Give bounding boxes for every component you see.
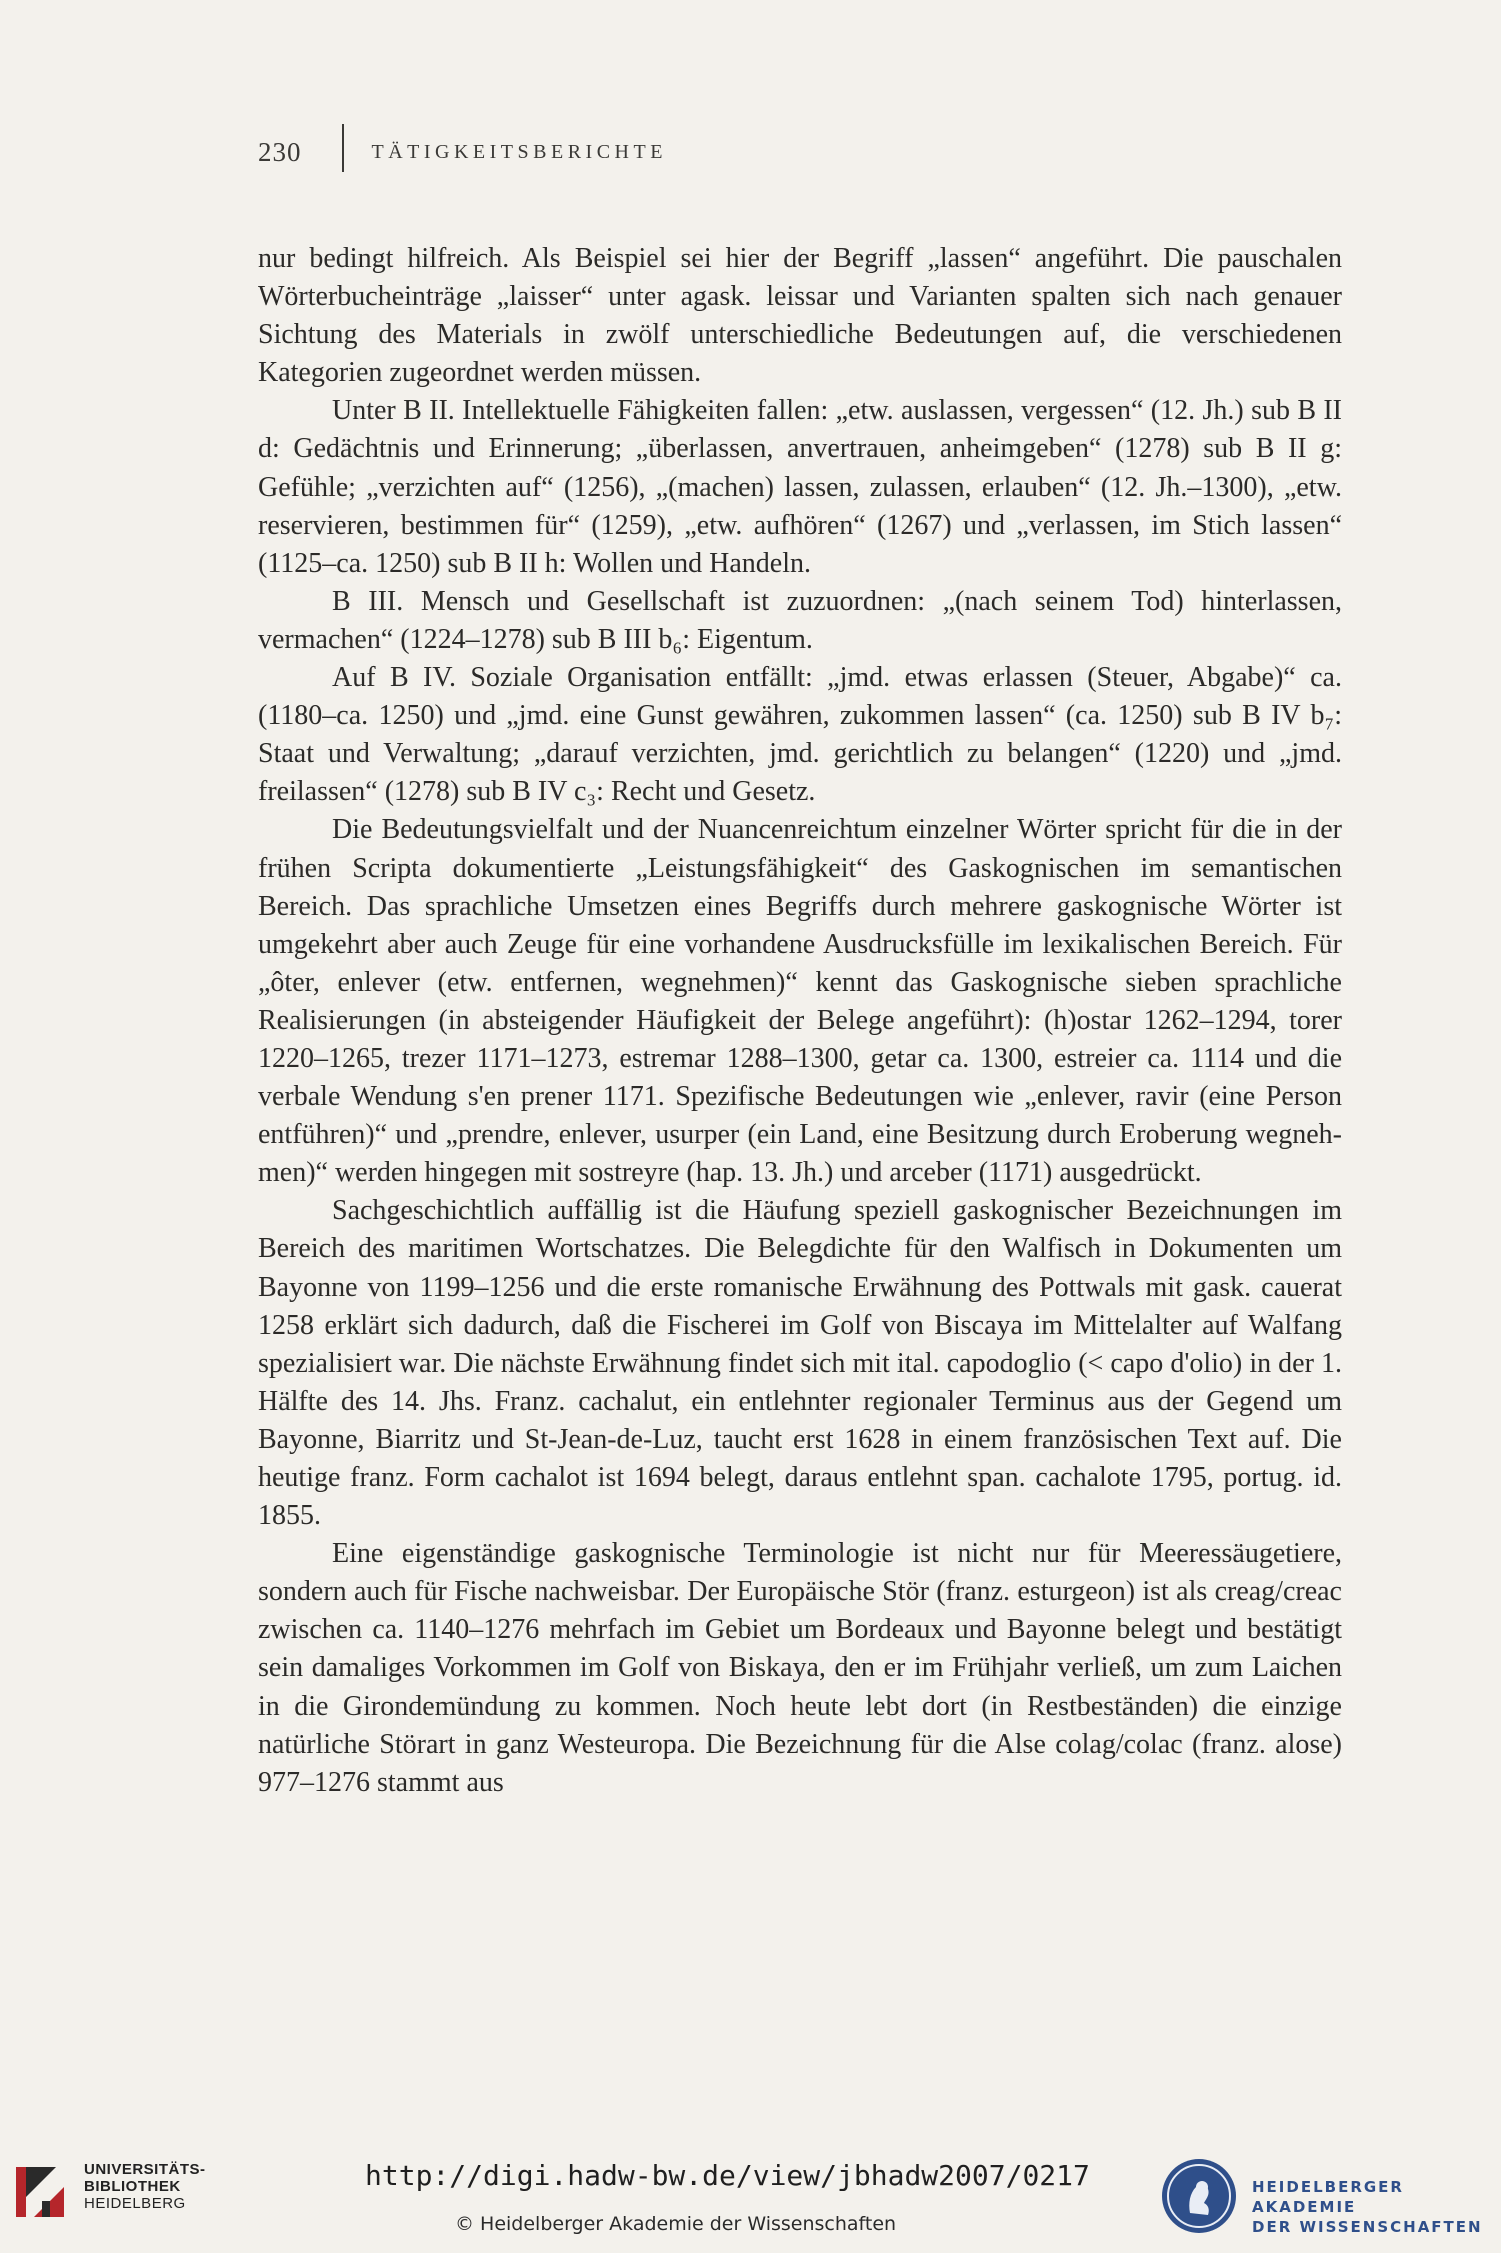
running-head: TÄTIGKEITSBERICHTE bbox=[371, 140, 667, 163]
library-logo-line: HEIDELBERG bbox=[84, 2195, 186, 2212]
page-header bbox=[258, 128, 667, 176]
library-logo-line: BIBLIOTHEK bbox=[84, 2178, 181, 2195]
library-logo-icon bbox=[12, 2161, 76, 2223]
copyright-notice: © Heidelberger Akademie der Wissenschaften bbox=[455, 2213, 897, 2235]
digitization-footer bbox=[0, 2137, 1501, 2253]
academy-name-line: DER WISSENSCHAFTEN bbox=[1252, 2218, 1483, 2236]
header-divider bbox=[342, 124, 344, 172]
library-logo-line: UNIVERSITÄTS- bbox=[84, 2161, 206, 2178]
paragraph: Unter B II. Intellektuelle Fähigkeiten fallen: „etw. auslassen, vergessen“ (12. Jh.) sub B II d: Gedächtnis und Erinnerung; „überlassen, anvertrauen, anheimgeben“ (1278) sub B II g: Gefühle; „verzichten auf“ (1256), „(machen) lassen, zulassen, erlauben“ (12. Jh.–1300), „etw. reservieren, bestimmen für“ (1259), „etw. aufhören“ (1267) und „verlassen, im Stich lassen“ (1125–ca. 1250) sub B II h: Wollen und Handeln. bbox=[258, 395, 1342, 579]
academy-name-line: HEIDELBERGER AKADEMIE bbox=[1252, 2178, 1404, 2216]
academy-seal-icon bbox=[1160, 2157, 1238, 2235]
academy-name bbox=[1252, 2177, 1501, 2237]
library-logo bbox=[12, 2161, 206, 2223]
paragraph: nur bedingt hilfreich. Als Beispiel sei hier der Begriff „lassen“ angeführt. Die pauschalen Wörterbucheinträge „laisser“ unter agask. leissar und Varianten spalten sich nach genauer Sichtung des Materials in zwölf unterschiedliche Bedeutungen auf, die verschiedenen Kategorien zugeordnet werden müssen. bbox=[258, 243, 1342, 389]
permalink-url[interactable]: http://digi.hadw-bw.de/view/jbhadw2007/0217 bbox=[365, 2159, 1090, 2192]
paragraph: Auf B IV. Soziale Organisation entfällt: „jmd. etwas erlassen (Steuer, Abgabe)“ ca. (1180–ca. 1250) und „jmd. eine Gunst gewähren, zukommen lassen“ (ca. 1250) sub B IV b₇: Staat und Verwaltung; „darauf verzichten, jmd. gerichtlich zu belangen“ (1220) und „jmd. freilassen“ (1278) sub B IV c₃: Recht und Gesetz. bbox=[258, 662, 1342, 808]
paragraph: Sachgeschichtlich auffällig ist die Häufung speziell gaskognischer Bezeichnungen im Bereich des maritimen Wortschatzes. Die Belegdichte für den Walfisch in Dokumenten um Bayonne von 1199–1256 und die erste romanische Erwähnung des Pottwals mit gask. cauerat 1258 erklärt sich dadurch, daß die Fischerei im Golf von Biscaya im Mittelalter auf Walfang spezialisiert war. Die nächste Erwähnung findet sich mit ital. capodoglio (< capo d'olio) in der 1. Hälfte des 14. Jhs. Franz. cachalut, ein entlehnter regionaler Terminus aus der Gegend um Bayonne, Biarritz und St-Jean-de-Luz, taucht erst 1628 in einem französischen Text auf. Die heutige franz. Form cachalot ist 1694 belegt, daraus entlehnt span. cachalote 1795, portug. id. 1855. bbox=[258, 1195, 1342, 1532]
page-number: 230 bbox=[258, 136, 302, 167]
paragraph: B III. Mensch und Gesellschaft ist zuzuordnen: „(nach seinem Tod) hinterlassen, vermachen“ (1224–1278) sub B III b₆: Eigentum. bbox=[258, 585, 1342, 655]
body-text bbox=[258, 240, 1342, 1802]
paragraph: Eine eigenständige gaskognische Terminologie ist nicht nur für Meeressäugetiere, sondern auch für Fische nachweisbar. Der Europäische Stör (franz. esturgeon) ist als creag/creac zwischen ca. 1140–1276 mehrfach im Gebiet um Bordeaux und Bayonne belegt und bestätigt sein damaliges Vorkommen im Golf von Biskaya, den er im Frühjahr verließ, um zum Laichen in die Girondemündung zu kommen. Noch heute lebt dort (in Restbeständen) die einzige natürliche Störart in ganz Westeuropa. Die Bezeichnung für die Alse colag/colac (franz. alose) 977–1276 stammt aus bbox=[258, 1538, 1342, 1798]
paragraph: Die Bedeutungsvielfalt und der Nuancenreichtum einzelner Wörter spricht für die in der frühen Scripta dokumentierte „Leistungsfähigkeit“ des Gaskognischen im semantischen Bereich. Das sprachliche Umsetzen eines Begriffs durch mehrere gaskognische Wörter ist umgekehrt aber auch Zeuge für eine vorhandene Ausdrucksfülle im lexikalischen Bereich. Für „ôter, enlever (etw. entfernen, wegnehmen)“ kennt das Gaskognische sieben sprachliche Realisierungen (in absteigender Häufigkeit der Belege angeführt): (h)ostar 1262–1294, torer 1220–1265, trezer 1171–1273, estremar 1288–1300, getar ca. 1300, estreier ca. 1114 und die verbale Wendung s'en prener 1171. Spezifische Bedeutungen wie „enlever, ravir (eine Person entführen)“ und „prendre, enlever, usurper (ein Land, eine Besitzung durch Eroberung wegnehmen)“ werden hingegen mit sostreyre (hap. 13. Jh.) und arceber (1171) ausgedrückt. bbox=[258, 814, 1342, 1189]
